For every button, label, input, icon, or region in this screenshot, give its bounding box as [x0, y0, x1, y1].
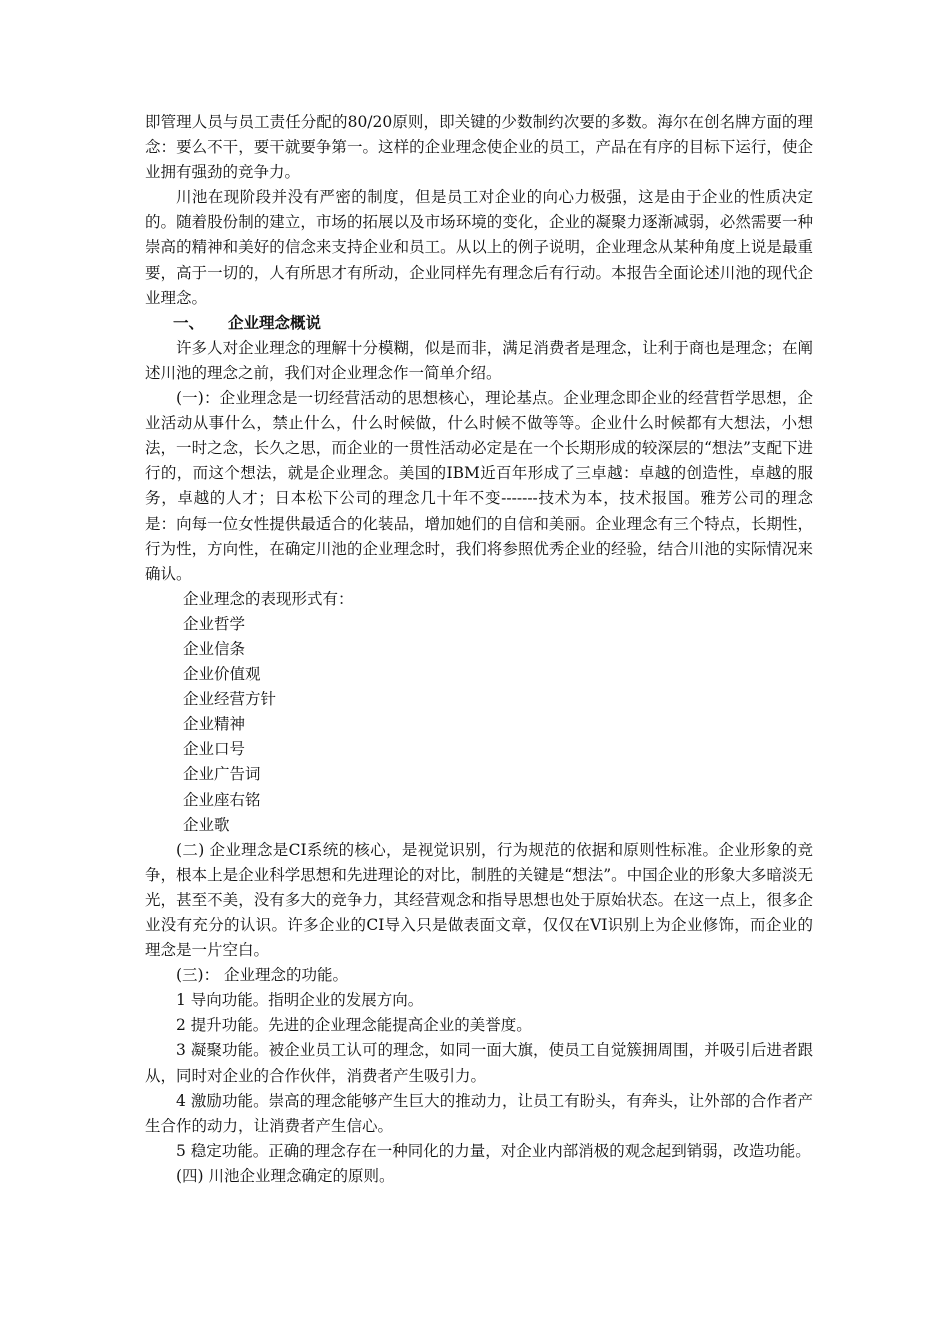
function-item: 3 凝聚功能。被企业员工认可的理念，如同一面大旗，使员工自觉簇拥周围，并吸引后进者跟从，同时对企业的合作伙伴，消费者产生吸引力。 [145, 1041, 813, 1085]
function-item: 4 激励功能。崇高的理念能够产生巨大的推动力，让员工有盼头，有奔头，让外部的合作者产生合作的动力，让消费者产生信心。 [145, 1091, 813, 1135]
paragraph: (一)：企业理念是一切经营活动的思想核心，理论基点。企业理念即企业的经营哲学思想，企业活动从事什么，禁止什么，什么时候做，什么时候不做等等。企业什么时候都有大想法，小想法，一时之念，长久之思，而企业的一贯性活动必定是在一个长期形成的较深层的“想法”支配下进行的，而这个想法，就是企业理念。美国的IBM近百年形成了三卓越：卓越的创造性，卓越的服务，卓越的人才；日本松下公司的理念几十年不变-------技术为本，技术报国。雅芳公司的理念是：向每一位女性提供最适合的化装品，增加她们的自信和美丽。企业理念有三个特点，长期性，行为性，方向性，在确定川池的企业理念时，我们将参照优秀企业的经验，结合川池的实际情况来确认。 [145, 389, 813, 583]
section-heading-title: 企业理念概说 [228, 313, 322, 332]
list-item: 企业价值观 [183, 665, 261, 684]
list-item: 企业经营方针 [183, 690, 277, 709]
function-item: 5 稳定功能。正确的理念存在一种同化的力量，对企业内部消极的观念起到销弱，改造功能。 [176, 1141, 811, 1160]
paragraph: 川池在现阶段并没有严密的制度，但是员工对企业的向心力极强，这是由于企业的性质决定的。随着股份制的建立，市场的拓展以及市场环境的变化，企业的凝聚力逐渐减弱，必然需要一种崇高的精神和美好的信念来支持企业和员工。从以上的例子说明，企业理念从某种角度上说是最重要，高于一切的，人有所思才有所动，企业同样先有理念后有行动。本报告全面论述川池的现代企业理念。 [145, 188, 813, 307]
function-item: 2 提升功能。先进的企业理念能提高企业的美誉度。 [176, 1016, 532, 1035]
list-item: 企业座右铭 [183, 790, 261, 809]
function-item: 1 导向功能。指明企业的发展方向。 [176, 991, 424, 1010]
paragraph: (四) 川池企业理念确定的原则。 [176, 1166, 395, 1185]
list-item: 企业歌 [183, 815, 230, 834]
list-item: 企业信条 [183, 639, 246, 658]
list-item: 企业广告词 [183, 765, 261, 784]
paragraph: 许多人对企业理念的理解十分模糊，似是而非，满足消费者是理念，让利于商也是理念；在阐述川池的理念之前，我们对企业理念作一简单介绍。 [145, 338, 813, 382]
document-page [145, 110, 813, 1189]
list-item: 企业口号 [183, 740, 246, 759]
list-item: 企业精神 [183, 715, 246, 734]
section-heading [145, 311, 813, 336]
list-item: 企业哲学 [183, 614, 246, 633]
paragraph: (三)： 企业理念的功能。 [176, 966, 349, 985]
paragraph: 即管理人员与员工责任分配的80/20原则，即关键的少数制约次要的多数。海尔在创名牌方面的理念：要么不干，要干就要争第一。这样的企业理念使企业的员工，产品在有序的目标下运行，使企业拥有强劲的竞争力。 [145, 113, 813, 182]
list-intro: 企业理念的表现形式有： [183, 589, 354, 608]
paragraph: (二) 企业理念是CI系统的核心，是视觉识别，行为规范的依据和原则性标准。企业形象的竞争，根本上是企业科学思想和先进理论的对比，制胜的关键是“想法”。中国企业的形象大多暗淡无光，甚至不美，没有多大的竞争力，其经营观念和指导思想也处于原始状态。在这一点上，很多企业没有充分的认识。许多企业的CI导入只是做表面文章，仅仅在VI识别上为企业修饰，而企业的理念是一片空白。 [145, 840, 813, 960]
section-heading-number: 一、 [173, 313, 205, 332]
